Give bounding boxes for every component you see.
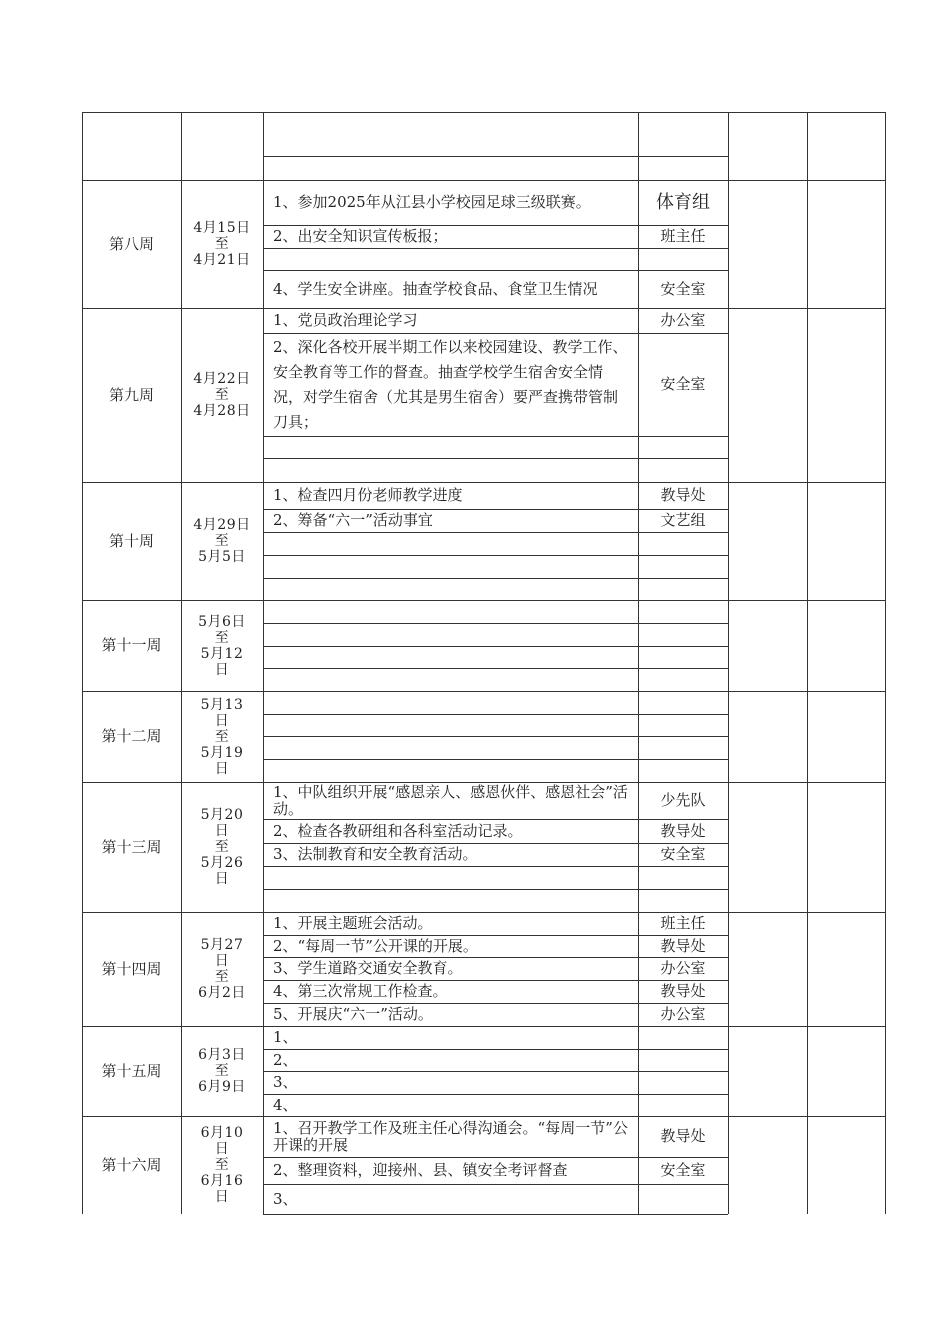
week-label: 第十周 <box>108 531 154 550</box>
task-item: 3、学生道路交通安全教育。 <box>273 959 463 977</box>
week-label <box>82 112 181 180</box>
date-line: 至 <box>214 969 230 985</box>
task-item <box>263 736 638 759</box>
responsible-dept <box>638 458 728 482</box>
date-line: 5月6日 <box>198 613 246 630</box>
date-line: 5月13 <box>200 696 244 713</box>
task-item: 1、参加2025年从江县小学校园足球三级联赛。 <box>273 193 591 211</box>
responsible-dept <box>638 1026 728 1049</box>
responsible-dept <box>638 759 728 782</box>
date-line: 6月16 <box>200 1173 244 1189</box>
grid-line <box>807 112 808 1214</box>
week-label: 第十五周 <box>101 1061 162 1080</box>
week-label: 第十二周 <box>101 727 162 745</box>
task-item: 4、第三次常规工作检查。 <box>273 982 448 1000</box>
task-item <box>263 889 638 912</box>
responsible-dept <box>638 436 728 458</box>
responsible-dept: 班主任 <box>660 227 706 245</box>
task-item: 2、“每周一节”公开课的开展。 <box>273 936 478 955</box>
date-line: 6月2日 <box>198 985 246 1001</box>
task-item <box>263 623 638 646</box>
date-line: 至 <box>214 728 230 745</box>
week-date-range <box>181 691 263 782</box>
responsible-dept <box>638 578 728 600</box>
week-date-range <box>181 308 263 482</box>
task-item: 4、学生安全讲座。抽查学校食品、食堂卫生情况 <box>273 279 598 298</box>
date-line: 5月26 <box>200 855 244 871</box>
task-item <box>263 600 638 623</box>
responsible-dept <box>638 866 728 889</box>
responsible-dept: 班主任 <box>660 914 706 932</box>
task-item: 1、召开教学工作及班主任心得沟通会。“每周一节”公开课的开展 <box>273 1118 628 1154</box>
date-line: 日 <box>214 760 230 777</box>
date-line: 5月12 <box>200 645 244 662</box>
task-item: 1、党员政治理论学习 <box>273 311 418 329</box>
responsible-dept <box>638 646 728 668</box>
schedule-table <box>82 112 885 1214</box>
week-date-range <box>181 180 263 308</box>
date-line: 至 <box>214 1157 230 1173</box>
week-date-range <box>181 782 263 912</box>
week-date-range <box>181 482 263 600</box>
task-item: 1、检查四月份老师教学进度 <box>273 486 463 504</box>
week-label: 第十一周 <box>101 636 162 654</box>
responsible-dept <box>638 112 728 156</box>
date-line: 至 <box>214 387 230 403</box>
week-label: 第十六周 <box>101 1155 162 1174</box>
responsible-dept <box>638 555 728 578</box>
date-line: 至 <box>214 839 230 855</box>
task-item: 3、 <box>273 1189 298 1208</box>
responsible-dept: 办公室 <box>660 959 706 977</box>
task-item <box>263 646 638 668</box>
task-item: 2、整理资料，迎接州、县、镇安全考评督查 <box>273 1161 568 1179</box>
date-line: 日 <box>214 953 230 969</box>
task-item <box>263 436 638 458</box>
date-line: 6月9日 <box>198 1079 246 1095</box>
task-item: 4、 <box>273 1095 298 1114</box>
responsible-dept: 教导处 <box>660 982 706 1000</box>
responsible-dept: 教导处 <box>660 821 706 840</box>
task-item <box>263 866 638 889</box>
responsible-dept: 办公室 <box>660 1005 706 1023</box>
responsible-dept: 办公室 <box>660 311 706 329</box>
task-item <box>263 714 638 736</box>
responsible-dept: 教导处 <box>660 936 706 955</box>
task-item: 3、法制教育和安全教育活动。 <box>273 845 478 863</box>
week-date-range <box>181 1116 263 1214</box>
task-item <box>263 578 638 600</box>
date-line: 日 <box>214 712 230 729</box>
responsible-dept <box>638 691 728 714</box>
week-label: 第九周 <box>108 385 154 404</box>
task-item: 1、中队组织开展“感恩亲人、感恩伙伴、感恩社会”活动。 <box>273 782 628 818</box>
task-item: 2、筹备“六一”活动事宜 <box>273 511 433 529</box>
week-date-range <box>181 912 263 1026</box>
date-line: 6月3日 <box>198 1047 246 1063</box>
week-date-range <box>181 112 263 180</box>
week-date-range <box>181 600 263 691</box>
task-item: 3、 <box>273 1073 298 1091</box>
responsible-dept <box>638 714 728 736</box>
week-label: 第八周 <box>108 234 154 253</box>
responsible-dept <box>638 1094 728 1116</box>
task-item: 2、检查各教研组和各科室活动记录。 <box>273 821 523 840</box>
responsible-dept: 安全室 <box>660 375 706 393</box>
task-item <box>263 532 638 555</box>
date-line: 4月29日 <box>193 517 251 533</box>
responsible-dept <box>638 1071 728 1094</box>
date-line: 至 <box>214 1063 230 1079</box>
week-label: 第十三周 <box>101 837 162 856</box>
task-item: 5、开展庆“六一”活动。 <box>273 1005 433 1023</box>
date-line: 日 <box>214 871 230 887</box>
responsible-dept: 文艺组 <box>660 511 706 529</box>
grid-line <box>885 112 886 1214</box>
responsible-dept: 安全室 <box>660 279 706 298</box>
responsible-dept <box>638 1049 728 1071</box>
task-item <box>263 112 638 156</box>
date-line: 至 <box>214 236 230 252</box>
date-line: 至 <box>214 629 230 646</box>
week-date-range <box>181 1026 263 1116</box>
date-line: 至 <box>214 533 230 549</box>
date-line: 日 <box>214 1189 230 1205</box>
date-line: 5月19 <box>200 744 244 761</box>
responsible-dept <box>638 889 728 912</box>
date-line: 4月21日 <box>193 252 251 268</box>
date-line: 日 <box>214 661 230 678</box>
date-line: 4月15日 <box>193 220 251 236</box>
responsible-dept <box>638 532 728 555</box>
date-line: 5月20 <box>200 807 244 823</box>
responsible-dept <box>638 248 728 270</box>
responsible-dept <box>638 1184 728 1214</box>
task-item: 2、出安全知识宣传板报； <box>273 227 448 245</box>
task-item <box>263 555 638 578</box>
responsible-dept: 体育组 <box>656 192 710 213</box>
date-line: 4月22日 <box>193 371 251 387</box>
responsible-dept: 安全室 <box>660 1161 706 1179</box>
responsible-dept <box>638 736 728 759</box>
responsible-dept <box>638 668 728 691</box>
responsible-dept: 教导处 <box>660 1127 706 1145</box>
task-item <box>263 458 638 482</box>
task-item <box>263 668 638 691</box>
responsible-dept <box>638 600 728 623</box>
week-label: 第十四周 <box>101 959 162 978</box>
responsible-dept: 安全室 <box>660 845 706 863</box>
task-item <box>263 759 638 782</box>
task-item: 2、 <box>273 1050 298 1069</box>
task-item <box>263 156 638 180</box>
responsible-dept <box>638 156 728 180</box>
task-item: 2、深化各校开展半期工作以来校园建设、教学工作、安全教育等工作的督查。抽查学校学生宿舍安全情况，对学生宿舍（尤其是男生宿舍）要严查携带管制刀具； <box>273 337 628 431</box>
responsible-dept: 教导处 <box>660 486 706 504</box>
date-line: 日 <box>214 823 230 839</box>
date-line: 6月10 <box>200 1125 244 1141</box>
grid-line <box>728 112 729 1214</box>
task-item: 1、 <box>273 1028 298 1046</box>
responsible-dept: 少先队 <box>660 791 706 809</box>
date-line: 4月28日 <box>193 403 251 419</box>
task-item: 1、开展主题班会活动。 <box>273 914 433 932</box>
task-item <box>263 691 638 714</box>
responsible-dept <box>638 623 728 646</box>
date-line: 5月27 <box>200 937 244 953</box>
task-item <box>263 248 638 270</box>
date-line: 日 <box>214 1141 230 1157</box>
date-line: 5月5日 <box>198 549 246 565</box>
grid-line <box>263 1214 728 1215</box>
